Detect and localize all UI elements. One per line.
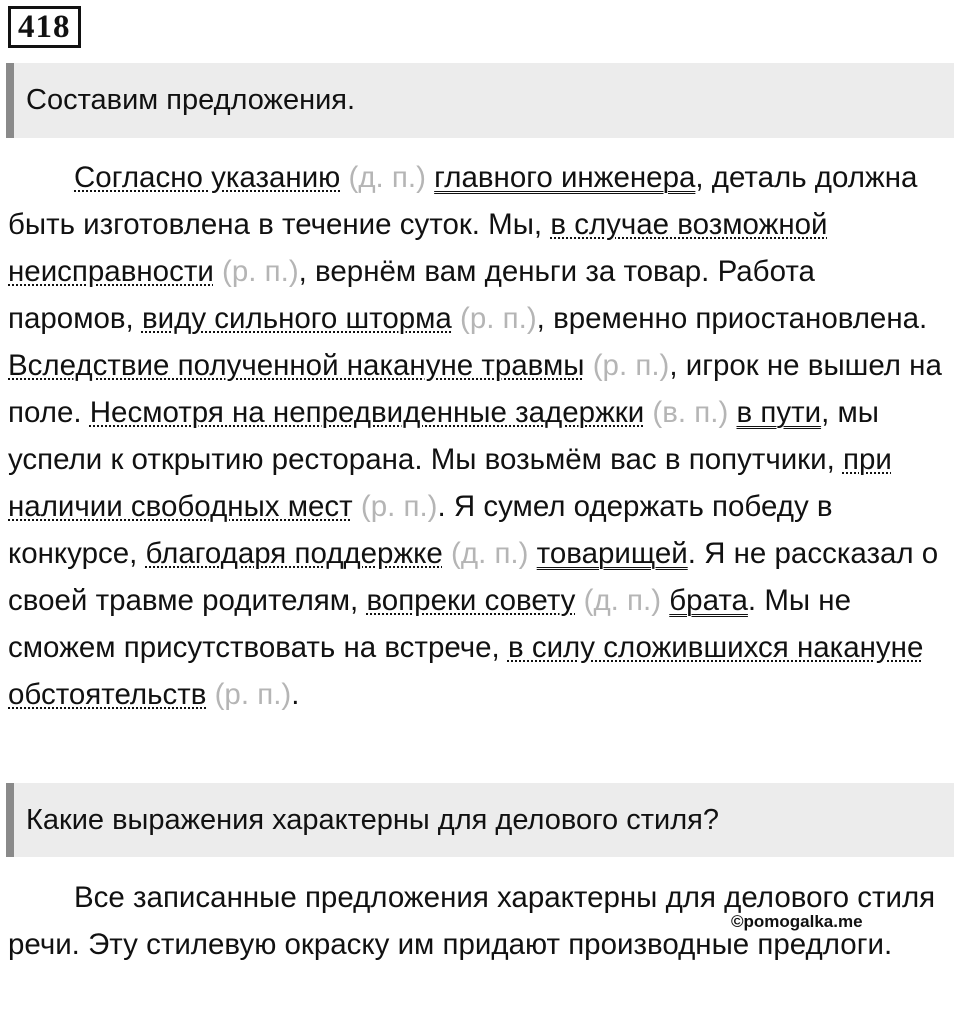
plain-text [528,537,536,570]
underlined-phrase: Вследствие полученной накануне травмы [8,349,585,382]
case-note: (д. п.) [348,161,426,194]
underlined-phrase: при наличии свободных мест [8,443,892,523]
paragraph-2-text: Все записанные предложения характерны для делового стиля речи. Эту стилевую окраску им придают производные предлоги. [8,881,936,961]
exercise-number: 418 [8,6,81,48]
underlined-phrase: Несмотря на непредвиденные задержки [89,396,645,429]
underlined-phrase: Согласно указанию [74,161,341,194]
plain-text: , вернём вам деньги за товар. Работа паромов, [8,255,815,335]
underlined-phrase: товарищей [536,537,688,570]
case-note: (р. п.) [222,255,299,288]
plain-text: . [291,678,300,711]
plain-text: . Я не рассказал о своей травме родителям, [8,537,939,617]
plain-text [443,537,451,570]
underlined-phrase: в силу сложившихся накануне обстоятельств [8,631,924,711]
watermark: ©pomogalka.me [731,912,863,931]
underlined-phrase: благодаря поддержке [145,537,443,570]
case-note: (д. п.) [451,537,529,570]
task-heading-2 [6,783,954,857]
underlined-phrase: виду сильного шторма [141,302,452,335]
case-note: (р. п.) [460,302,537,335]
plain-text [206,678,214,711]
plain-text [585,349,593,382]
plain-text: , деталь должна быть изготовлена в течение суток. Мы, [8,161,918,241]
plain-text: , временно приостановлена. [536,302,928,335]
task-heading-1-text: Составим предложения. [26,84,356,116]
plain-text: . Я сумел одержать победу в конкурсе, [8,490,833,570]
case-note: (р. п.) [360,490,438,523]
case-note: (в. п.) [652,396,729,429]
underlined-phrase: вопреки совету [366,584,576,617]
case-note: (д. п.) [583,584,662,617]
task-heading-2-text: Какие выражения характерны для делового стиля? [26,803,719,836]
task-heading-1 [6,63,954,138]
paragraph-1-content [8,161,942,711]
plain-text [575,584,583,617]
plain-text: . Мы не сможем присутствовать на встрече, [8,584,851,664]
case-note: (р. п.) [214,678,292,711]
underlined-phrase: в случае возможной неисправности [8,208,828,288]
plain-text: , игрок не вышел на поле. [8,349,942,429]
plain-text [452,302,460,335]
answer-paragraph-1 [8,154,943,718]
plain-text [214,255,222,288]
underlined-phrase: главного инженера [434,161,696,194]
underlined-phrase: в пути [736,396,822,429]
plain-text [426,161,434,194]
plain-text [340,161,348,194]
underlined-phrase: брата [669,584,748,617]
plain-text: , мы успели к открытию ресторана. Мы возьмём вас в попутчики, [8,396,879,476]
plain-text [353,490,361,523]
case-note: (р. п.) [592,349,670,382]
